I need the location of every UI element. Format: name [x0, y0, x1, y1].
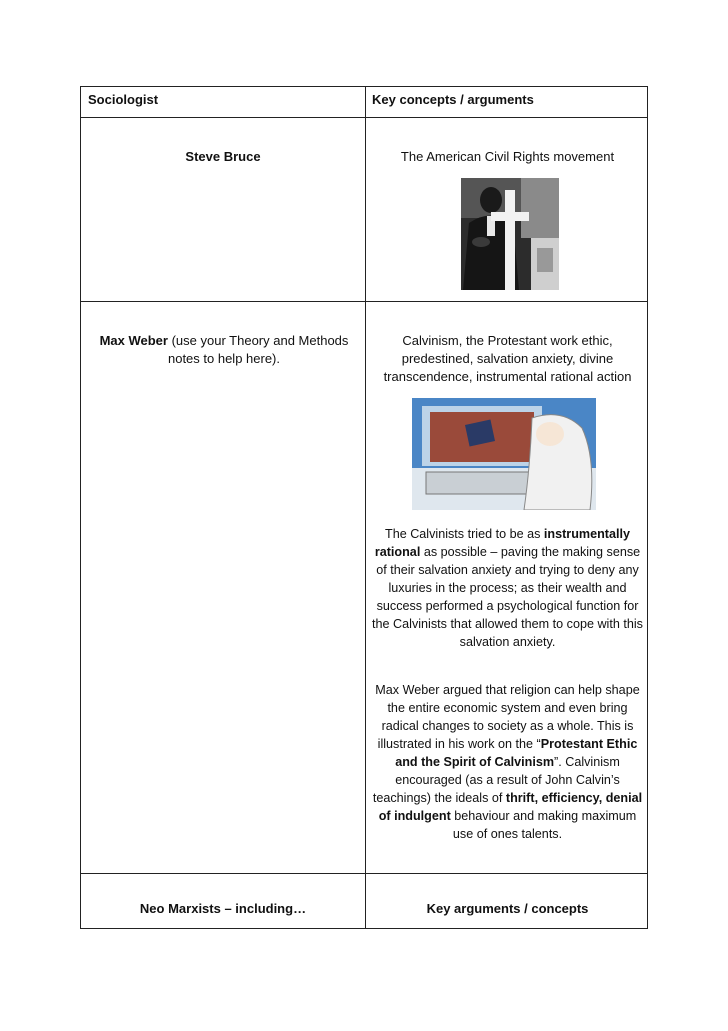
- max-weber-note: (use your Theory and Methods notes to help here).: [167, 333, 349, 366]
- para1-text-a: The Calvinists tried to be as: [385, 527, 544, 541]
- para2-text-c: ”. Calvinism encouraged (as a result of John Calvin’s teachings) the ideals of: [372, 755, 620, 805]
- para2-bold-title: Protestant Ethic and the Spirit of Calvinism: [395, 737, 638, 769]
- neo-marxists-heading: Key arguments / concepts: [426, 901, 589, 916]
- civil-rights-title: The American Civil Rights movement: [400, 149, 615, 164]
- civil-rights-photo: [461, 178, 559, 290]
- para2-bold-ideals: thrift, efficiency, denial of indulgent: [378, 791, 643, 823]
- row-divider: [81, 873, 647, 874]
- para1-bold: instrumentally rational: [374, 527, 630, 559]
- row-divider: [81, 301, 647, 302]
- cartoon-icon: [412, 398, 596, 510]
- sociologist-neo-marxists: Neo Marxists – including…: [139, 901, 307, 916]
- calvinism-cartoon: [412, 398, 596, 510]
- header-key-concepts: Key concepts / arguments: [372, 92, 534, 107]
- weber-concepts: Calvinism, the Protestant work ethic, predestined, salvation anxiety, divine transcendence, instrumental rational action: [383, 333, 632, 384]
- sociologist-steve-bruce: Steve Bruce: [185, 149, 261, 164]
- column-divider: [365, 87, 366, 928]
- sociology-table: [80, 86, 648, 929]
- weber-argument-paragraph: [370, 681, 645, 843]
- para2-text-a: Max Weber argued that religion can help shape the entire economic system and even bring radical changes to society as a whole. This is illustrated in his work on the “: [375, 683, 640, 751]
- header-sociologist: Sociologist: [88, 92, 159, 107]
- para2-text-e: behaviour and making maximum use of ones talents.: [450, 809, 637, 841]
- para1-text-c: as possible – paving the making sense of their salvation anxiety and trying to deny any luxuries in the process; as their wealth and success performed a psychological function for the Calvinists that allowed them to cope with this salvation anxiety.: [372, 545, 643, 649]
- row-divider: [81, 117, 647, 118]
- max-weber-name: Max Weber: [99, 333, 168, 348]
- calvinists-paragraph: [370, 525, 645, 651]
- sociologist-max-weber: [89, 332, 359, 368]
- photo-icon: [461, 178, 559, 290]
